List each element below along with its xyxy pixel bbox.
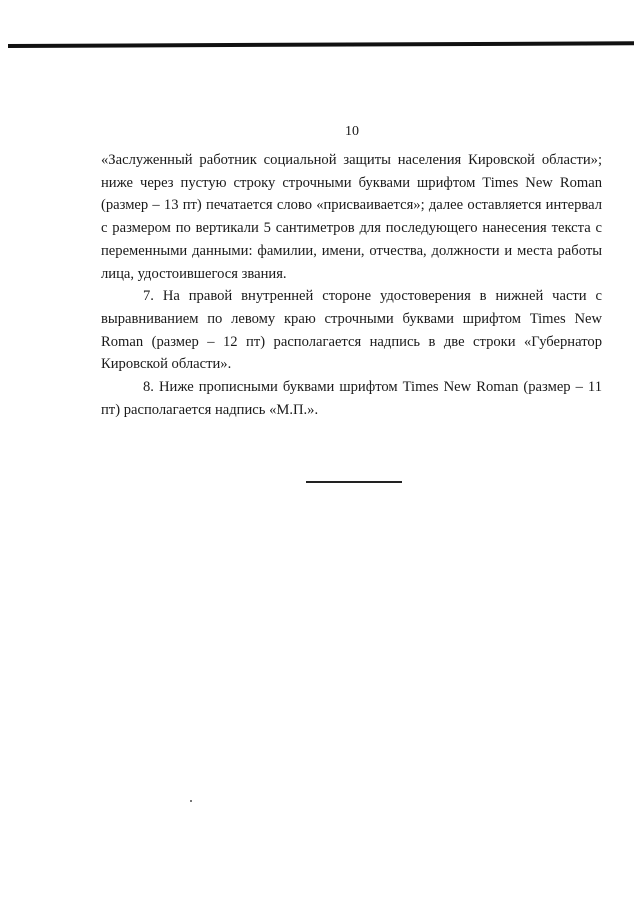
document-body [101,149,602,421]
paragraph-item-7: 7. На правой внутренней стороне удостоверения в нижней части с выравниванием по левому краю строчными буквами шрифтом Times New Roman (размер – 12 пт) располагается надпись в две строки «Губернатор Кировской области». [101,288,602,373]
top-divider-line [8,41,634,48]
scan-speck [190,800,192,802]
paragraph-continuation: «Заслуженный работник социальной защиты населения Кировской области»; ниже через пустую строку строчными буквами шрифтом Times New Roman (размер – 13 пт) печатается слово «присваивается»; далее оставляется интервал с размером по вертикали 5 сантиметров для последующего нанесения текста с переменными данными: фамилии, имени, отчества, должности и места работы лица, удостоившегося звания. [101,152,602,282]
page-number: 10 [345,124,359,139]
paragraph-item-8: 8. Ниже прописными буквами шрифтом Times New Roman (размер – 11 пт) располагается надпись «М.П.». [101,379,602,418]
end-divider-line [306,481,402,483]
